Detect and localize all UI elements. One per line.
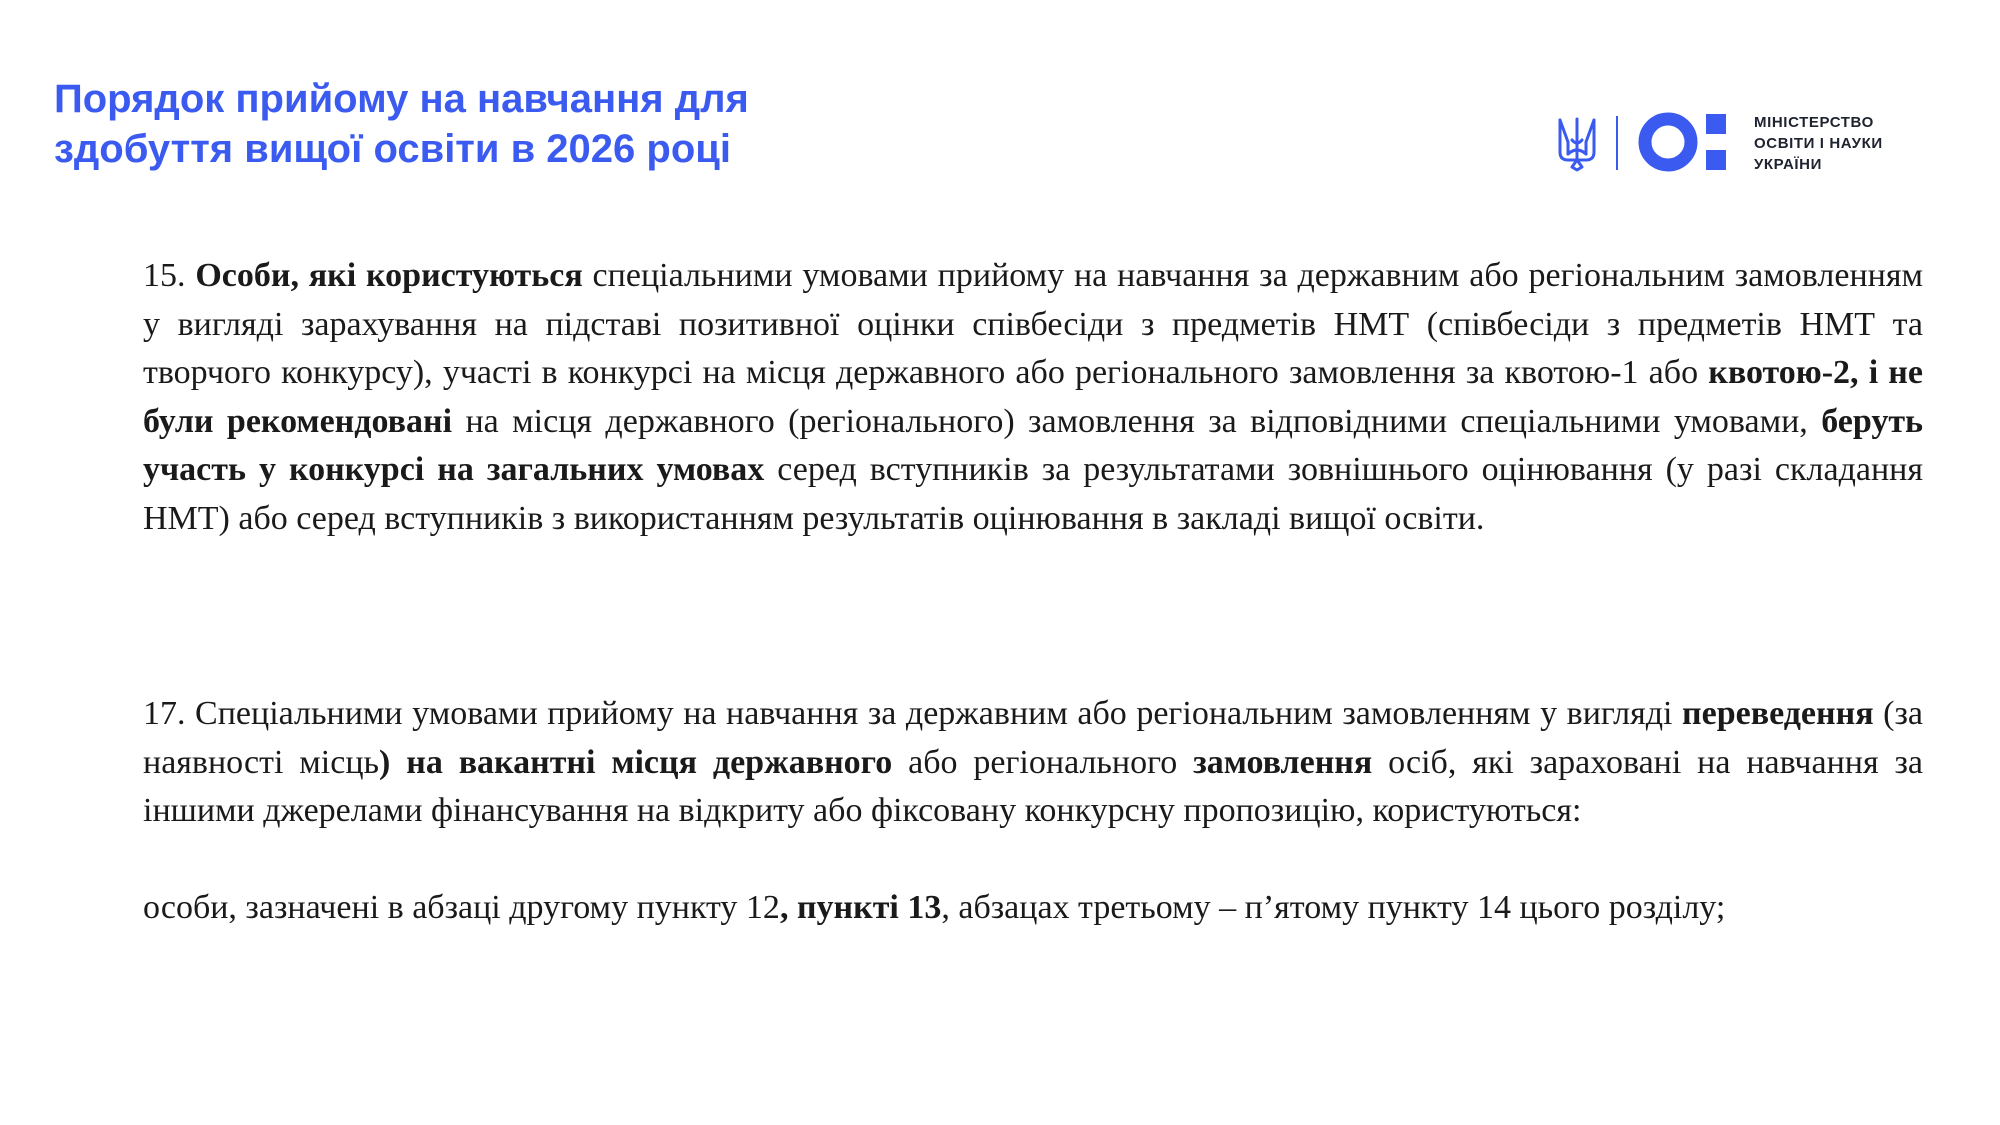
p17-text-2: (за наявності місць xyxy=(143,695,1924,781)
p17-text-3: або регіонального xyxy=(892,743,1194,781)
p17-bold-2: ) на вакантні місця державного xyxy=(379,743,893,781)
paragraph-17 xyxy=(143,690,1923,836)
p17-item-text-1: особи, зазначені в абзаці другому пункту 12 xyxy=(143,889,780,926)
paragraph-17-list-item xyxy=(143,884,1923,933)
p15-bold-3: беруть участь у конкурсі на загальних умовах xyxy=(143,402,1924,488)
page-title-line-1: Порядок прийому на навчання для xyxy=(54,77,749,121)
trident-icon xyxy=(1556,116,1598,172)
logo-divider xyxy=(1616,116,1618,170)
p15-text-4: серед вступників за результатами зовнішнього оцінювання (у разі складання НМТ) або серед вступників з використанням результатів оцінювання в закладі вищої освіти. xyxy=(143,451,1923,537)
p17-item-text-2: , абзацах третьому – п’ятому пункту 14 цього розділу; xyxy=(941,889,1726,926)
paragraph-15 xyxy=(143,252,1923,543)
page-title xyxy=(54,74,954,174)
ministry-name xyxy=(1754,112,1944,175)
page-title-line-2: здобуття вищої освіти в 2026 році xyxy=(54,127,731,171)
p17-text-1: 17. Спеціальними умовами прийому на навчання за державним або регіональним замовленням у вигляді xyxy=(143,695,1683,732)
p17-text-4: осіб, які зараховані на навчання за іншими джерелами фінансування на відкриту або фіксовану конкурсну пропозицію, користуються: xyxy=(143,743,1923,829)
p15-bold-2: квотою-2, і не були рекомендовані xyxy=(143,354,1923,440)
p15-bold-1: Особи, які користуються xyxy=(195,257,583,294)
p17-bold-1: переведення xyxy=(1682,695,1874,732)
ministry-name-line-2: ОСВІТИ І НАУКИ xyxy=(1754,135,1883,152)
ministry-name-line-1: МІНІСТЕРСТВО xyxy=(1754,114,1874,131)
ministry-logo xyxy=(1556,112,1936,172)
mon-logo-mark-icon xyxy=(1638,112,1734,172)
ministry-name-line-3: УКРАЇНИ xyxy=(1754,156,1822,173)
p17-item-bold-1: , пункті 13 xyxy=(779,889,942,926)
p15-text-2: спеціальними умовами прийому на навчання за державним або регіональним замовленням у вигляді зарахування на підставі позитивної оцінки співбесіди з предметів НМТ (співбесіди з предметів НМТ та творчого конкурсу), участі в конкурсі на місця державного або регіонального замовлення за квотою-1 або xyxy=(143,257,1923,391)
p15-text-3: на місця державного (регіонального) замовлення за відповідними спеціальними умовами, xyxy=(452,402,1822,440)
p17-bold-3: замовлення xyxy=(1193,743,1373,781)
p15-text-1: 15. xyxy=(143,257,196,294)
